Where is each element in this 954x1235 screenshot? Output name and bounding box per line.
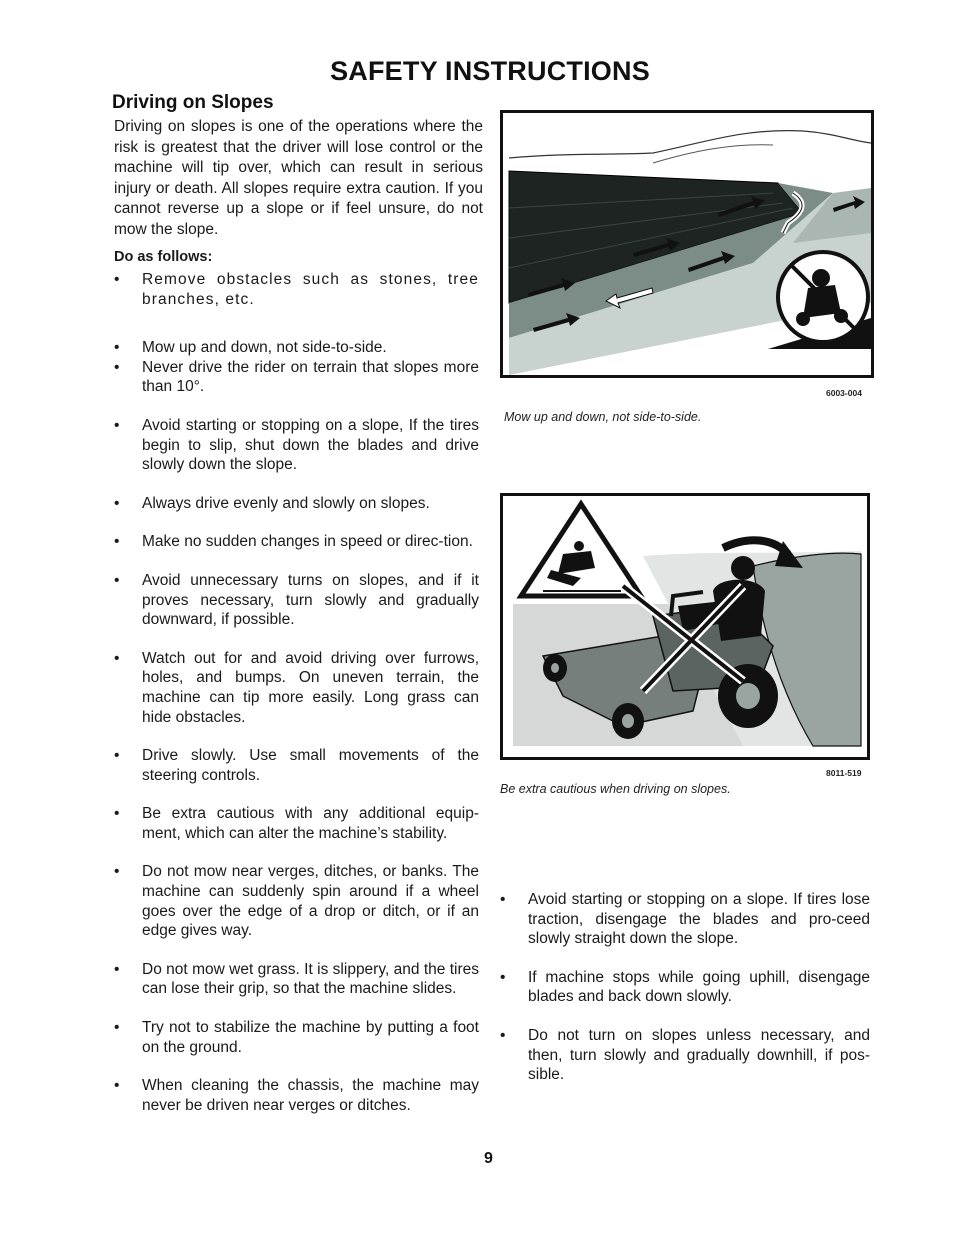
bullet-text: Do not mow wet grass. It is slippery, and the tires can lose their grip, so that the machine slides. [142,960,479,998]
figure-code: 6003-004 [826,388,862,398]
bullet-dot: • [114,1019,120,1037]
bullet-item [500,890,870,949]
bullet-dot: • [114,1077,120,1095]
intro-paragraph: Driving on slopes is one of the operations where the risk is greatest that the driver will lose control or the machine will tip over, which can result in serious injury or death. All slopes require extra caution. If you cannot reverse up a slope or if feel unsure, do not mow the slope. [114,118,483,238]
bullet-dot: • [500,968,506,986]
figure-mowing-pattern [500,110,874,378]
bullet-item [114,532,479,552]
bullet-item [114,416,479,475]
bullet-item [114,338,479,358]
bullet-item [114,571,479,630]
figure-code: 8011-519 [826,768,862,778]
figure-caption: Mow up and down, not side-to-side. [504,410,702,424]
bullet-item [114,270,479,309]
bullet-dot: • [500,1026,506,1044]
bullet-text: If machine stops while going uphill, disengage blades and back down slowly. [528,968,870,1006]
bullet-dot: • [114,271,120,288]
bullet-dot: • [114,571,120,589]
bullet-item [114,1076,479,1115]
bullet-dot: • [114,416,120,434]
page-title: SAFETY INSTRUCTIONS [330,56,650,86]
figure-caption: Be extra cautious when driving on slopes. [500,782,731,796]
bullet-dot: • [114,494,120,512]
bullet-item [114,1018,479,1057]
slope-warning-illustration [503,496,867,757]
bullet-text: Be extra cautious with any additional equip-ment, which can alter the machine’s stability. [142,805,479,842]
bullet-item [114,746,479,785]
bullet-dot: • [114,960,120,978]
bullet-dot: • [114,358,120,376]
bullet-text: Do not mow near verges, ditches, or banks. The machine can suddenly spin around if a wheel goes over the edge of a drop or ditch, or if an edge gives way. [142,863,479,940]
bullet-dot: • [114,863,120,881]
bullet-text: Drive slowly. Use small movements of the steering controls. [142,747,479,784]
bullet-item [114,649,479,727]
bullet-dot: • [114,747,120,765]
bullet-item [114,358,479,397]
bullet-dot: • [114,533,120,551]
bullet-text: When cleaning the chassis, the machine may never be driven near verges or ditches. [142,1077,479,1114]
bullet-text: Try not to stabilize the machine by putting a foot on the ground. [142,1019,479,1056]
figure-slope-warning [500,493,870,760]
bullet-item [114,494,479,514]
bullet-text: Never drive the rider on terrain that slopes more than 10°. [142,358,479,396]
right-bullet-list [500,890,870,1085]
page-number: 9 [484,1150,493,1167]
bullet-dot: • [114,649,120,667]
bullet-text: Mow up and down, not side-to-side. [142,339,387,357]
do-as-follows-heading: Do as follows: [114,249,213,265]
bullet-item [114,960,479,999]
section-title: Driving on Slopes [112,92,274,113]
bullet-text: Make no sudden changes in speed or direc-tion. [142,533,473,551]
bullet-text: Watch out for and avoid driving over furrows, holes, and bumps. On uneven terrain, the machine can tip more easily. Long grass can hide obstacles. [142,649,479,726]
bullet-text: Always drive evenly and slowly on slopes. [142,494,430,512]
bullet-dot: • [114,339,120,357]
bullet-text: Avoid unnecessary turns on slopes, and if it proves necessary, turn slowly and gradually downward, if possible. [142,571,479,629]
bullet-dot: • [500,891,506,908]
bullet-text: Avoid starting or stopping on a slope, If the tires begin to slip, shut down the blades and drive slowly down the slope. [142,416,479,474]
bullet-text: Remove obstacles such as stones, tree branches, etc. [142,271,479,308]
bullet-item [500,968,870,1007]
bullet-item [500,1026,870,1085]
bullet-text: Avoid starting or stopping on a slope. If tires lose traction, disengage the blades and pro-ceed slowly straight down the slope. [528,891,870,948]
bullet-dot: • [114,805,120,823]
bullet-item [114,804,479,843]
bullet-item [114,862,479,940]
bullet-text: Do not turn on slopes unless necessary, and then, turn slowly and gradually downhill, if pos-sible. [528,1026,870,1084]
mowing-pattern-illustration [503,113,871,375]
left-bullet-list [114,270,479,1115]
